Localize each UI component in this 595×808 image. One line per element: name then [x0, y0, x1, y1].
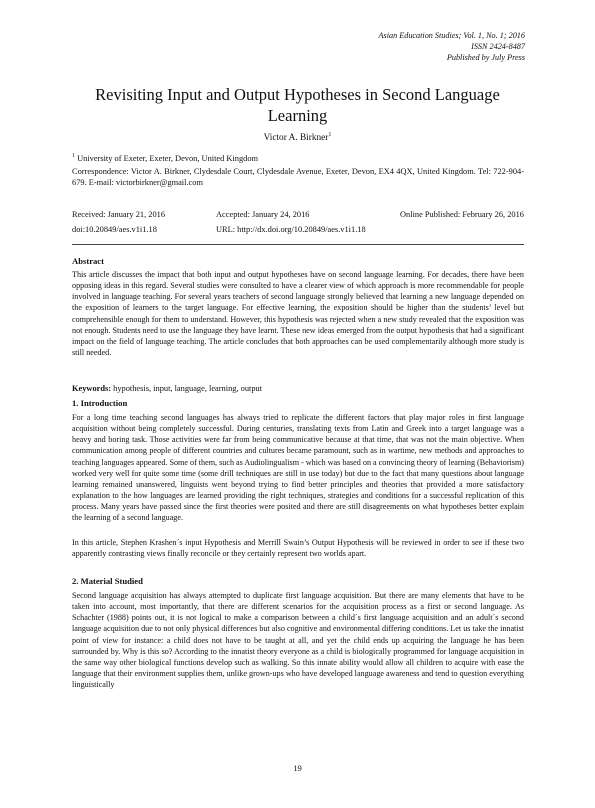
author-superscript: 1 [328, 132, 332, 138]
doi-row [72, 222, 524, 237]
section-2-heading: 2. Material Studied [72, 576, 143, 586]
affiliation-superscript: 1 [72, 153, 75, 159]
divider [72, 244, 524, 245]
journal-issn: ISSN 2424-8487 [471, 42, 525, 51]
published-date: Online Published: February 26, 2016 [400, 210, 524, 219]
abstract-heading: Abstract [72, 256, 104, 266]
doi: doi:10.20849/aes.v1i1.18 [72, 225, 157, 234]
author-line [70, 132, 525, 143]
dates-row [72, 207, 524, 222]
section-1-paragraph-2: In this article, Stephen Krashen´s input Hypothesis and Merrill Swain’s Output Hypothesis will be reviewed in order to see if these two apparently contrasting views finally reconcile or they certainly represent two worlds apart. [72, 538, 524, 559]
keywords-label: Keywords: [72, 384, 112, 393]
abstract-text: This article discusses the impact that both input and output hypotheses have on second language learning. For decades, there have been opposing ideas in this regard. Several studies were consulted to have a clearer view of which approach is more recommendable for people involved in language teaching. For several years teachers of second language strongly believed that learning a new language depended on the exposition of learners to the target language. For effective learning, the exposition should be higher than the students’ level but comprehensible enough for them to understand. However, this hypothesis was rejected when a new study revealed that the exposition was not enough. Students need to use the language they have learnt. These new ideas emerged from the output hypothesis that had a significant impact on the field of language teaching. The article concludes that both approaches can be used complementarily although more study is still needed. [72, 270, 524, 358]
article-title: Revisiting Input and Output Hypotheses in Second Language Learning [95, 85, 500, 125]
affiliation-text: University of Exeter, Exeter, Devon, United Kingdom [75, 153, 259, 163]
keywords [72, 384, 524, 393]
journal-citation: Asian Education Studies; Vol. 1, No. 1; 2016 [378, 31, 525, 40]
abstract-body [72, 269, 524, 358]
journal-publisher: Published by July Press [446, 53, 525, 62]
publication-dates [72, 207, 524, 237]
keywords-text: hypothesis, input, language, learning, output [111, 384, 263, 393]
article-url[interactable]: URL: http://dx.doi.org/10.20849/aes.v1i1.18 [216, 225, 366, 234]
accepted-date: Accepted: January 24, 2016 [216, 210, 310, 219]
received-date: Received: January 21, 2016 [72, 210, 166, 219]
journal-header [379, 30, 525, 63]
section-1-paragraph-1: For a long time teaching second languages has always tried to replicate the different factors that play major roles in first language acquisition without being completely successful. During centuries, translating texts from Latin and Greek into a target language was a heavy and boring task. Those activities were far from being communicative because at that time, that was not the main objective. When communication among people of different countries and cultures became paramount, such as in wartime, new methods and approaches to teaching languages appeared. Some of them, such as Audiolingualism - which was based on a convincing theory of learning (Behaviorism) worked very well for quite some time (some drill techniques are still in use today) but due to the fact that many questions about language learning remained unanswered, linguists went beyond trying to find better principles and theories that provided a more satisfactory explanation to the how languages are learned providing the right techniques, strategies and conditions for a successful replication of this process. Many years have passed since the first theories were posited and there are still disagreements on what hypotheses better explain the learning of a second language. [72, 413, 524, 523]
correspondence: Correspondence: Victor A. Birkner, Clydesdale Court, Clydesdale Avenue, Exeter, Devon, EX4 4QX, United Kingdom. Tel: 722-904-679. E-mail: victorbirkner@gmail.com [72, 167, 524, 188]
affiliation [72, 151, 524, 164]
section-1-heading: 1. Introduction [72, 398, 128, 408]
author-name: Victor A. Birkner [263, 133, 329, 144]
section-2-paragraph-1: Second language acquisition has always attempted to duplicate first language acquisition. But there are many elements that have to be taken into account, most importantly, that there are different scenarios for the acquisition process as a first or second language. As Schachter (1988) points out, it is not logical to make a comparison between a child´s first language acquisition and an adult´s second language acquisition due to not only physical differences but also cognitive and environmental differing conditions. Let us take the innatist point of view for instance: a child does not have to be taught at all, and yet the child ends up acquiring the language he has been surrounded by. Why is this so? According to the innatist theory everyone as a child is biologically programmed for language acquisition in the same way other biological functions develop such as walking. So this innate ability would allow all children to acquire with ease the language that their environment supplies them, unlike grown-ups who have developed language awareness and tend to question everything linguistically [72, 591, 524, 690]
page-number: 19 [293, 763, 302, 773]
